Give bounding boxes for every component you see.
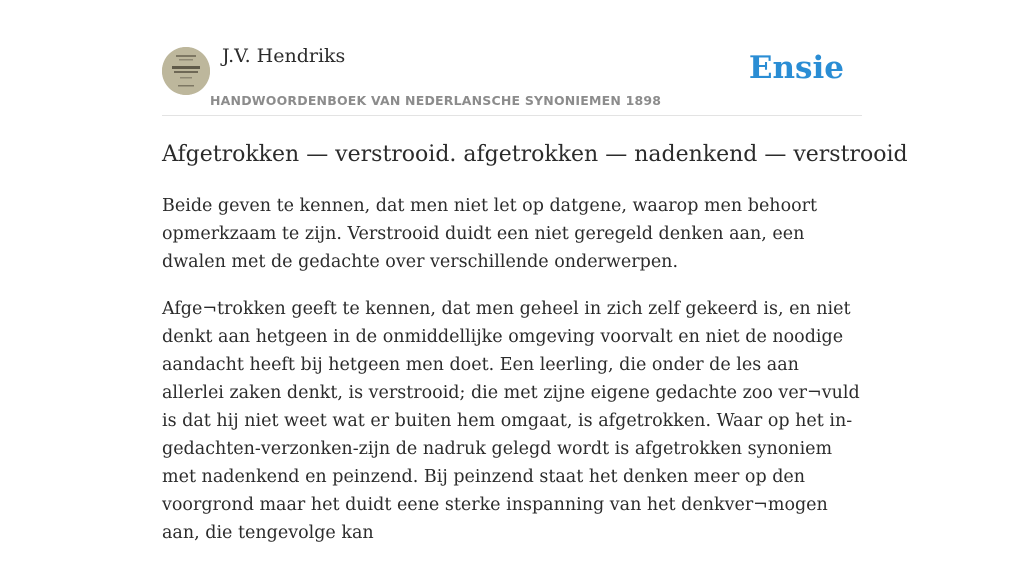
book-cover-icon — [162, 47, 210, 95]
author-name[interactable]: J.V. Hendriks — [222, 45, 346, 67]
avatar[interactable] — [162, 47, 210, 95]
paragraph: Beide geven te kennen, dat men niet let op datgene, waarop men behoort opmerkzaam te zijn. Verstrooid duidt een niet geregeld denken aan, een dwalen met de gedachte over verschillende onderwerpen. — [162, 196, 818, 272]
page — [162, 0, 908, 543]
source-title[interactable]: HANDWOORDENBOEK VAN NEDERLANSCHE SYNONIEMEN 1898 — [210, 93, 662, 108]
divider — [162, 115, 862, 116]
article-title: Afgetrokken — verstrooid. afgetrokken — nadenkend — verstrooid — [162, 142, 908, 167]
article-body — [162, 192, 862, 566]
paragraph: Afge¬trokken geeft te kennen, dat men geheel in zich zelf gekeerd is, en niet denkt aan hetgeen in de onmiddellijke omgeving voorvalt en niet de noodige aandacht heeft bij hetgeen men doet. Een leerling, die onder de les aan allerlei zaken denkt, is verstrooid; die met zijne eigene gedachte zoo ver¬vuld is dat hij niet weet wat er buiten hem omgaat, is afgetrokken. Waar op het in-gedachten-verzonken-zijn de nadruk gelegd wordt is afgetrokken synoniem met nadenkend en peinzend. Bij peinzend staat het denken meer op den voorgrond maar het duidt eene sterke inspanning van het denkver¬mogen aan, die tengevolge kan — [162, 299, 860, 543]
brand-logo[interactable]: Ensie — [748, 50, 844, 86]
